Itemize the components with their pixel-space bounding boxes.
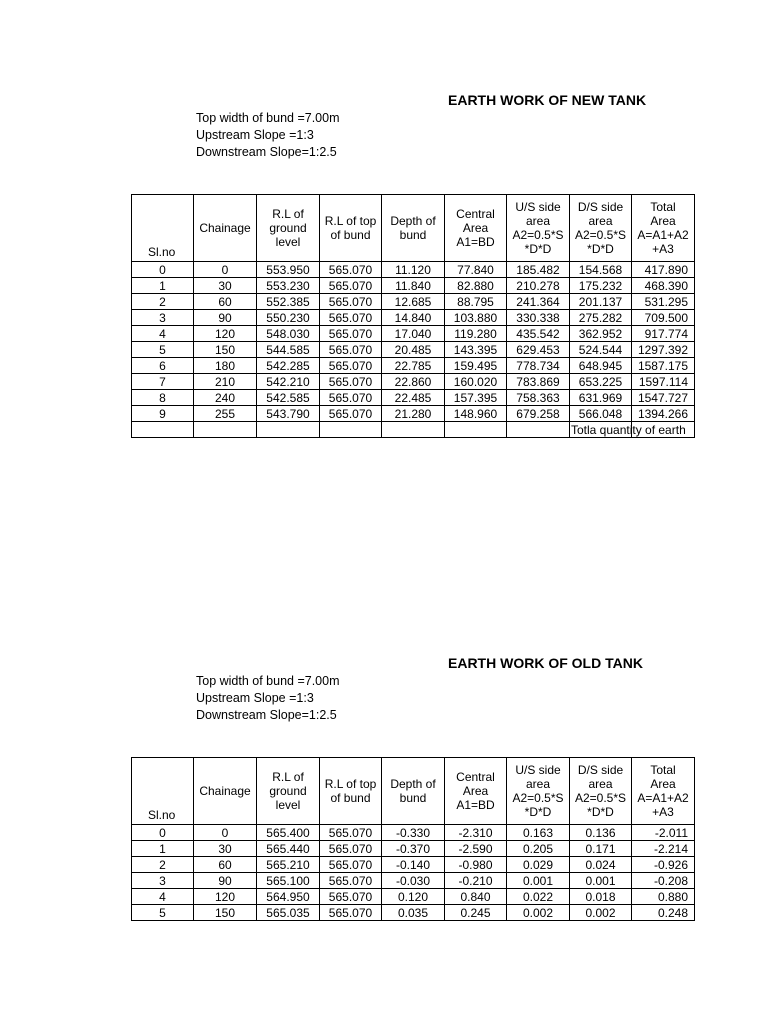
table-cell: 550.230: [257, 310, 320, 326]
table-cell: 0: [132, 262, 194, 278]
table-cell: 0.248: [632, 905, 695, 921]
column-header-line: +A3: [652, 242, 674, 256]
table-cell: 565.070: [320, 825, 382, 841]
table-row: [132, 825, 695, 841]
table-cell: 0.163: [507, 825, 570, 841]
table-cell: 783.869: [507, 374, 570, 390]
top-width-note: Top width of bund =7.00m: [196, 111, 340, 125]
table-cell: 241.364: [507, 294, 570, 310]
table-cell: 565.440: [257, 841, 320, 857]
table-row: [132, 857, 695, 873]
column-header-line: bund: [399, 791, 427, 805]
table-cell: 565.070: [320, 358, 382, 374]
new-tank-title: EARTH WORK OF NEW TANK: [448, 92, 647, 108]
table-cell: 88.795: [445, 294, 507, 310]
table-cell: 119.280: [445, 326, 507, 342]
table-cell: 565.100: [257, 873, 320, 889]
table-cell: -0.330: [382, 825, 445, 841]
table-cell: 150: [194, 905, 257, 921]
table-cell: 0.024: [570, 857, 632, 873]
new-tank-notes: [196, 110, 340, 161]
table-cell: 544.585: [257, 342, 320, 358]
table-cell: 565.035: [257, 905, 320, 921]
column-header-line: A2=0.5*S: [512, 791, 564, 805]
table-cell: 0.002: [507, 905, 570, 921]
table-cell: 60: [194, 294, 257, 310]
column-header-line: R.L of top: [324, 214, 377, 228]
new-tank-table-header: [132, 195, 695, 262]
column-header-line: area: [588, 777, 613, 791]
column-header-line: *D*D: [524, 805, 552, 819]
column-header-line: Depth of: [390, 777, 436, 791]
table-cell: 542.585: [257, 390, 320, 406]
table-cell: 778.734: [507, 358, 570, 374]
table-cell: 3: [132, 310, 194, 326]
column-header: [320, 758, 382, 825]
table-cell: 542.285: [257, 358, 320, 374]
table-cell: 542.210: [257, 374, 320, 390]
table-cell: 185.482: [507, 262, 570, 278]
column-header-line: A=A1+A2: [637, 228, 689, 242]
table-cell: 565.070: [320, 326, 382, 342]
table-row: [132, 358, 695, 374]
table-cell: 143.395: [445, 342, 507, 358]
column-header-line: Area: [462, 221, 489, 235]
table-cell: [132, 422, 194, 438]
table-cell: 210: [194, 374, 257, 390]
column-header: [194, 195, 257, 262]
table-cell: 565.070: [320, 873, 382, 889]
column-header: [382, 195, 445, 262]
column-header: [570, 195, 632, 262]
table-cell: [257, 422, 320, 438]
table-cell: 524.544: [570, 342, 632, 358]
old-tank-title: EARTH WORK OF OLD TANK: [448, 655, 643, 671]
table-cell: [194, 422, 257, 438]
table-cell: 210.278: [507, 278, 570, 294]
table-cell: 0.245: [445, 905, 507, 921]
table-cell: 5: [132, 905, 194, 921]
column-header: [194, 758, 257, 825]
old-tank-table-header: [132, 758, 695, 825]
downstream-slope-note: Downstream Slope=1:2.5: [196, 708, 337, 722]
column-header-line: U/S side: [515, 200, 561, 214]
table-cell: 0: [132, 825, 194, 841]
table-cell: 90: [194, 310, 257, 326]
column-header-line: *D*D: [524, 242, 552, 256]
column-header-line: *D*D: [587, 805, 614, 819]
table-row: [132, 406, 695, 422]
table-row: [132, 841, 695, 857]
table-cell: [382, 422, 445, 438]
table-cell: -0.370: [382, 841, 445, 857]
table-cell: 565.070: [320, 390, 382, 406]
column-header: [257, 758, 320, 825]
table-cell: 631.969: [570, 390, 632, 406]
table-cell: 120: [194, 326, 257, 342]
table-cell: 565.070: [320, 310, 382, 326]
column-header: [132, 758, 194, 825]
column-header-line: R.L of: [272, 770, 304, 784]
table-cell: 201.137: [570, 294, 632, 310]
table-cell: 22.485: [382, 390, 445, 406]
table-cell: 648.945: [570, 358, 632, 374]
table-cell: 0.880: [632, 889, 695, 905]
table-cell: 120: [194, 889, 257, 905]
column-header: [132, 195, 194, 262]
table-cell: 175.232: [570, 278, 632, 294]
table-cell: 20.485: [382, 342, 445, 358]
table-cell: -2.214: [632, 841, 695, 857]
table-cell: 77.840: [445, 262, 507, 278]
table-cell: 565.070: [320, 342, 382, 358]
table-cell: 0.035: [382, 905, 445, 921]
table-cell: 435.542: [507, 326, 570, 342]
table-cell: 2: [132, 294, 194, 310]
table-cell: [507, 422, 570, 438]
table-cell: -0.980: [445, 857, 507, 873]
column-header-line: D/S side: [577, 200, 624, 214]
table-cell: 103.880: [445, 310, 507, 326]
table-cell: 1597.114: [632, 374, 695, 390]
column-header-line: U/S side: [515, 763, 561, 777]
table-cell: 0.029: [507, 857, 570, 873]
table-cell: 1: [132, 841, 194, 857]
table-cell: -2.590: [445, 841, 507, 857]
column-header-line: A=A1+A2: [637, 791, 689, 805]
table-cell: 548.030: [257, 326, 320, 342]
table-row: [132, 390, 695, 406]
table-cell: 21.280: [382, 406, 445, 422]
table-row: [132, 294, 695, 310]
table-cell: 6: [132, 358, 194, 374]
table-cell: 0.001: [507, 873, 570, 889]
column-header: [320, 195, 382, 262]
table-cell: -0.208: [632, 873, 695, 889]
table-cell: -0.210: [445, 873, 507, 889]
table-cell: 17.040: [382, 326, 445, 342]
column-header-line: of bund: [330, 791, 371, 805]
table-cell: 240: [194, 390, 257, 406]
table-row: [132, 889, 695, 905]
table-cell: [320, 422, 382, 438]
table-cell: -2.310: [445, 825, 507, 841]
table-cell: 565.070: [320, 262, 382, 278]
table-cell: 255: [194, 406, 257, 422]
table-cell: 0.001: [570, 873, 632, 889]
table-cell: 565.400: [257, 825, 320, 841]
table-cell: 543.790: [257, 406, 320, 422]
table-cell: -2.011: [632, 825, 695, 841]
top-width-note: Top width of bund =7.00m: [196, 674, 340, 688]
column-header-line: Chainage: [199, 221, 251, 235]
old-tank-table: [131, 757, 695, 921]
table-cell: 679.258: [507, 406, 570, 422]
table-footer-row: [132, 422, 695, 438]
column-header-line: A2=0.5*S: [574, 228, 627, 242]
table-cell: 0.171: [570, 841, 632, 857]
table-cell: 552.385: [257, 294, 320, 310]
table-row: [132, 326, 695, 342]
table-cell: 758.363: [507, 390, 570, 406]
table-cell: 12.685: [382, 294, 445, 310]
table-cell: -0.030: [382, 873, 445, 889]
column-header-line: ground: [269, 784, 307, 798]
column-header-line: bund: [399, 228, 427, 242]
downstream-slope-note: Downstream Slope=1:2.5: [196, 145, 337, 159]
table-cell: 22.860: [382, 374, 445, 390]
table-cell: 1587.175: [632, 358, 695, 374]
table-row: [132, 374, 695, 390]
table-cell: 0.120: [382, 889, 445, 905]
table-cell: 4: [132, 326, 194, 342]
table-row: [132, 342, 695, 358]
table-cell: 82.880: [445, 278, 507, 294]
table-cell: 7: [132, 374, 194, 390]
table-cell: 0.018: [570, 889, 632, 905]
table-cell: 159.495: [445, 358, 507, 374]
old-tank-notes: [196, 673, 340, 724]
column-header-line: area: [525, 214, 551, 228]
table-cell: 565.070: [320, 841, 382, 857]
table-cell: 157.395: [445, 390, 507, 406]
table-cell: 60: [194, 857, 257, 873]
column-header: [257, 195, 320, 262]
new-tank-table: [131, 194, 695, 438]
column-header-line: A1=BD: [456, 235, 495, 249]
table-cell: 653.225: [570, 374, 632, 390]
table-cell: 709.500: [632, 310, 695, 326]
column-header: [445, 195, 507, 262]
column-header-line: R.L of top: [324, 777, 377, 791]
column-header-line: A2=0.5*S: [512, 228, 564, 242]
table-row: [132, 278, 695, 294]
column-header-line: level: [275, 798, 301, 812]
table-cell: 565.070: [320, 905, 382, 921]
table-cell: 160.020: [445, 374, 507, 390]
table-cell: [445, 422, 507, 438]
new-tank-table-body: [132, 262, 695, 438]
table-cell: 553.230: [257, 278, 320, 294]
table-cell: 553.950: [257, 262, 320, 278]
old-tank-table-body: [132, 825, 695, 921]
table-cell: Totla quantity of earth: [571, 422, 686, 437]
table-cell: 11.840: [382, 278, 445, 294]
table-cell: 1547.727: [632, 390, 695, 406]
table-cell: 565.210: [257, 857, 320, 873]
table-cell: 1394.266: [632, 406, 695, 422]
table-cell: -0.140: [382, 857, 445, 873]
table-cell: 11.120: [382, 262, 445, 278]
column-header-line: Total: [650, 763, 676, 777]
table-cell: 275.282: [570, 310, 632, 326]
table-cell: 564.950: [257, 889, 320, 905]
table-cell: 565.070: [320, 294, 382, 310]
column-header-line: A1=BD: [456, 798, 495, 812]
table-cell: 531.295: [632, 294, 695, 310]
column-header-line: of bund: [330, 228, 371, 242]
table-cell: 0.205: [507, 841, 570, 857]
table-cell: 90: [194, 873, 257, 889]
column-header-line: Area: [462, 784, 489, 798]
column-header: [445, 758, 507, 825]
column-header-line: area: [588, 214, 613, 228]
table-cell: 330.338: [507, 310, 570, 326]
table-cell: 565.070: [320, 374, 382, 390]
table-cell: 0.136: [570, 825, 632, 841]
table-cell: 3: [132, 873, 194, 889]
table-cell: 8: [132, 390, 194, 406]
table-cell: 362.952: [570, 326, 632, 342]
table-cell: 180: [194, 358, 257, 374]
table-cell: 30: [194, 841, 257, 857]
column-header-line: A2=0.5*S: [574, 791, 627, 805]
column-header: [382, 758, 445, 825]
table-cell: 2: [132, 857, 194, 873]
table-cell: 0: [194, 825, 257, 841]
table-cell: 4: [132, 889, 194, 905]
table-cell: 566.048: [570, 406, 632, 422]
table-row: [132, 905, 695, 921]
table-cell: 9: [132, 406, 194, 422]
table-cell: 565.070: [320, 857, 382, 873]
table-cell: 154.568: [570, 262, 632, 278]
table-cell: 0.840: [445, 889, 507, 905]
column-header-line: Central: [456, 207, 495, 221]
table-row: [132, 262, 695, 278]
table-cell: 22.785: [382, 358, 445, 374]
column-header-line: Area: [650, 777, 676, 791]
column-header-line: level: [275, 235, 301, 249]
column-header-line: ground: [269, 221, 307, 235]
table-cell: 150: [194, 342, 257, 358]
column-header-line: +A3: [652, 805, 674, 819]
table-cell: 468.390: [632, 278, 695, 294]
table-cell: 0.022: [507, 889, 570, 905]
column-header: [632, 195, 695, 262]
column-header-line: R.L of: [272, 207, 304, 221]
column-header: [632, 758, 695, 825]
column-header-line: Sl.no: [148, 245, 176, 259]
column-header: [507, 758, 570, 825]
upstream-slope-note: Upstream Slope =1:3: [196, 128, 314, 142]
column-header-line: Central: [456, 770, 495, 784]
table-cell: 1: [132, 278, 194, 294]
column-header-line: Total: [650, 200, 676, 214]
column-header-line: Depth of: [390, 214, 436, 228]
column-header-line: Area: [650, 214, 676, 228]
table-cell: 1297.392: [632, 342, 695, 358]
table-cell: 565.070: [320, 406, 382, 422]
table-cell: 0.002: [570, 905, 632, 921]
table-row: [132, 873, 695, 889]
column-header-line: area: [525, 777, 551, 791]
table-row: [132, 310, 695, 326]
table-cell: 5: [132, 342, 194, 358]
column-header-line: *D*D: [587, 242, 614, 256]
table-cell: 565.070: [320, 278, 382, 294]
table-cell: 917.774: [632, 326, 695, 342]
column-header-line: Chainage: [199, 784, 251, 798]
table-cell: 148.960: [445, 406, 507, 422]
column-header: [507, 195, 570, 262]
table-cell: 14.840: [382, 310, 445, 326]
table-cell: 417.890: [632, 262, 695, 278]
table-cell: 565.070: [320, 889, 382, 905]
column-header-line: D/S side: [577, 763, 624, 777]
column-header: [570, 758, 632, 825]
upstream-slope-note: Upstream Slope =1:3: [196, 691, 314, 705]
table-cell: 30: [194, 278, 257, 294]
table-cell: 629.453: [507, 342, 570, 358]
table-cell: -0.926: [632, 857, 695, 873]
column-header-line: Sl.no: [148, 808, 176, 822]
table-cell: 0: [194, 262, 257, 278]
